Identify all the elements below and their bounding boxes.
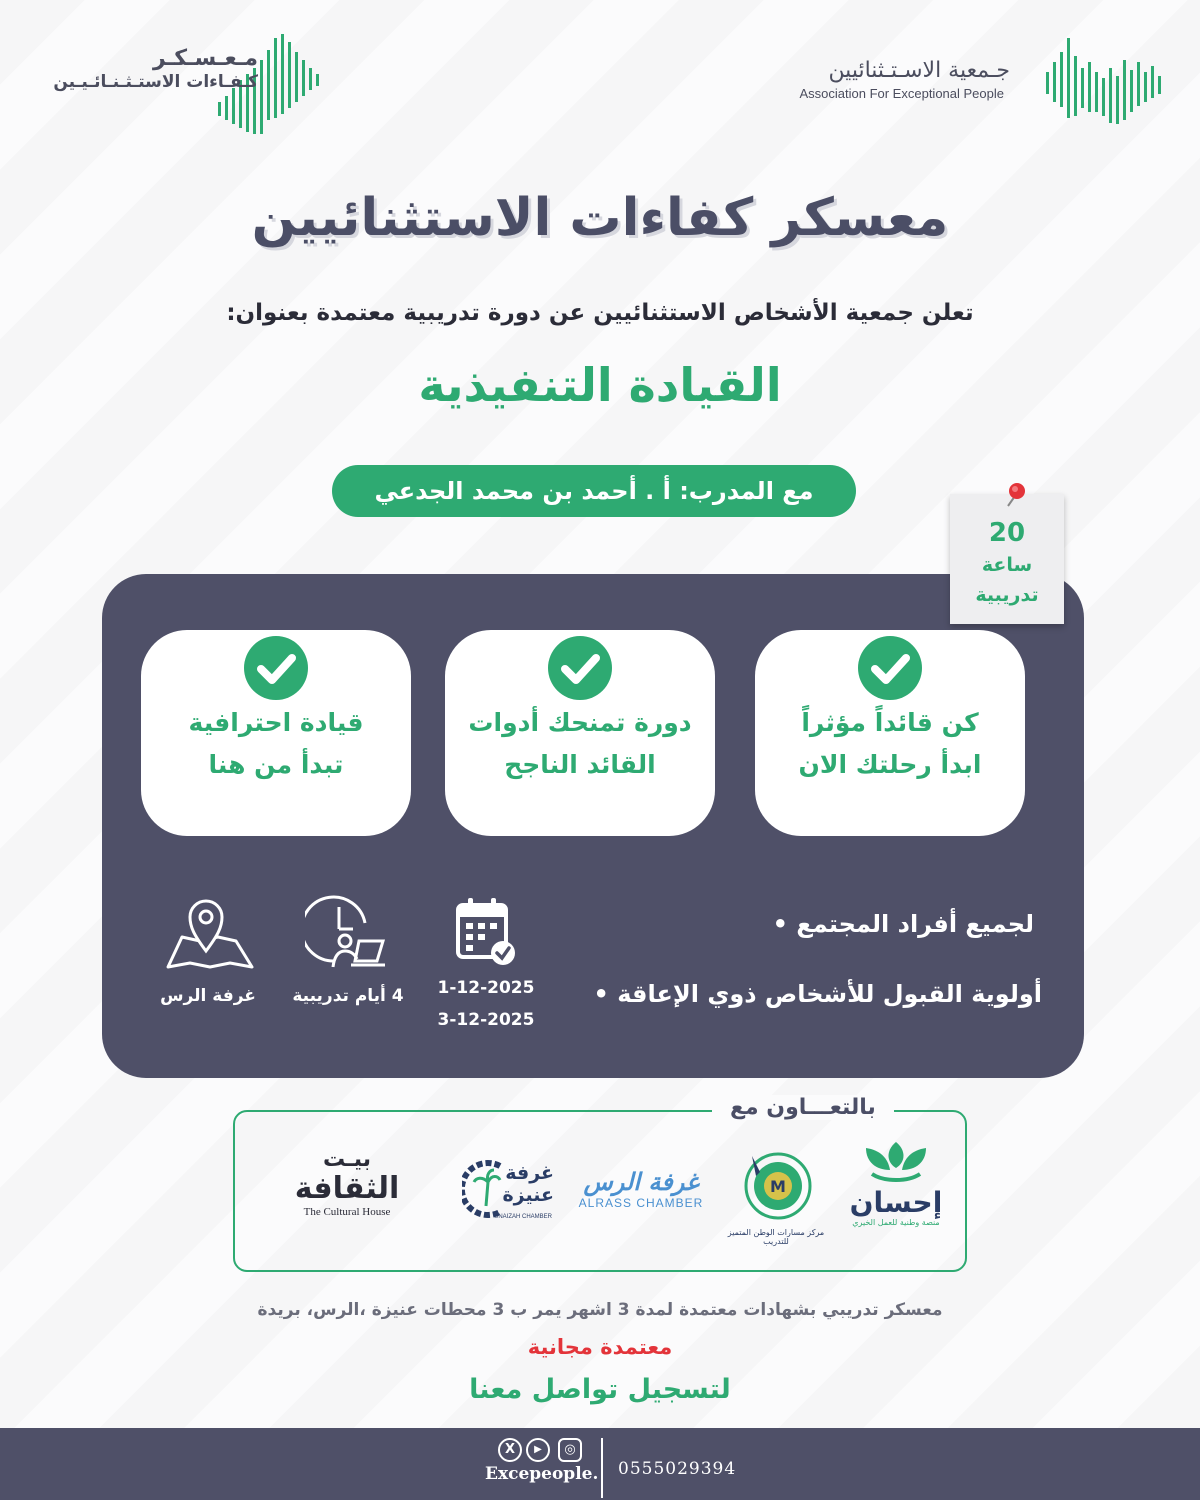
partner-watan-center bbox=[718, 1150, 834, 1246]
unaizah-name-en: UNAIZAH CHAMBER bbox=[493, 1214, 552, 1220]
free-certified-label: معتمدة مجانية bbox=[527, 1335, 673, 1359]
feature-card-3 bbox=[141, 630, 411, 836]
alrass-name-ar: غرفة الرس bbox=[583, 1168, 699, 1196]
contact-call-to-action: لتسجيل تواصل معنا bbox=[469, 1374, 731, 1405]
check-icon bbox=[244, 636, 308, 700]
clock-person-icon bbox=[305, 895, 387, 969]
social-handle[interactable]: Excepeople. bbox=[485, 1464, 599, 1484]
association-bars-icon bbox=[1044, 32, 1162, 127]
calendar-check-icon bbox=[452, 895, 520, 969]
camp-logo-line1: مـعـسـكـر bbox=[153, 46, 258, 71]
start-date: 1-12-2025 bbox=[437, 978, 535, 998]
partner-alrass-chamber bbox=[570, 1168, 712, 1210]
course-name: القيادة التنفيذية bbox=[418, 358, 782, 412]
page-title: معسكر كفاءات الاستثنائيين bbox=[251, 188, 949, 248]
card-2-line1: دورة تمنحك أدوات bbox=[468, 708, 692, 737]
card-2-line2: القائد الناجح bbox=[504, 750, 656, 779]
intro-text: تعلن جمعية الأشخاص الاستثنائيين عن دورة تدريبية معتمدة بعنوان: bbox=[226, 300, 974, 326]
watan-letter: M bbox=[770, 1177, 786, 1196]
association-logo bbox=[799, 32, 1162, 127]
duration-label: 4 أيام تدريبية bbox=[292, 986, 404, 1006]
gear-palm-icon bbox=[462, 1158, 504, 1220]
camp-logo-line2: كـفـاءات الاستـثـنـائـيـين bbox=[53, 72, 258, 92]
ehsan-name: إحسان bbox=[849, 1186, 943, 1219]
hours-number: 20 bbox=[988, 518, 1026, 548]
pushpin-icon bbox=[1000, 480, 1030, 510]
card-1-line1: كن قائداً مؤثراً bbox=[801, 708, 979, 737]
instagram-social-icon[interactable]: ◎ bbox=[558, 1438, 582, 1462]
feature-card-1 bbox=[755, 630, 1025, 836]
pen-circle-icon bbox=[736, 1150, 816, 1224]
hours-note bbox=[950, 494, 1064, 624]
phone-number[interactable]: 0555029394 bbox=[618, 1459, 737, 1479]
contact-divider bbox=[601, 1438, 603, 1498]
culture-name-line2: الثقافة bbox=[294, 1171, 400, 1206]
check-icon bbox=[548, 636, 612, 700]
location-label: غرفة الرس bbox=[160, 986, 256, 1006]
end-date: 3-12-2025 bbox=[437, 1010, 535, 1030]
x-social-icon[interactable]: X bbox=[498, 1438, 522, 1462]
trainer-badge: مع المدرب: أ . أحمد بن محمد الجدعي bbox=[332, 465, 856, 517]
camp-logo bbox=[44, 30, 344, 140]
check-icon bbox=[858, 636, 922, 700]
ehsan-subtitle: منصة وطنية للعمل الخيري bbox=[852, 1218, 940, 1227]
hours-label-1: ساعة bbox=[981, 554, 1033, 576]
bullet-text: لجميع أفراد المجتمع bbox=[796, 910, 1034, 938]
culture-name-en: The Cultural House bbox=[303, 1206, 391, 1218]
alrass-name-en: ALRASS CHAMBER bbox=[578, 1196, 704, 1210]
feature-card-2 bbox=[445, 630, 715, 836]
card-3-line1: قيادة احترافية bbox=[188, 708, 364, 737]
leaf-icon bbox=[856, 1138, 936, 1184]
card-1-line2: ابدأ رحلتك الان bbox=[798, 750, 982, 779]
unaizah-name-line1: غرفة bbox=[505, 1162, 554, 1184]
association-name-ar: جـمعية الاسـتـثنائيين bbox=[828, 58, 1010, 83]
association-name-en: Association For Exceptional People bbox=[799, 86, 1004, 101]
partner-ehsan bbox=[838, 1138, 954, 1227]
culture-name-line1: بيـت bbox=[322, 1147, 372, 1172]
bullet-text: أولوية القبول للأشخاص ذوي الإعاقة bbox=[617, 980, 1042, 1008]
contact-bar bbox=[0, 1428, 1200, 1500]
partner-unaizah-chamber bbox=[460, 1152, 556, 1228]
hours-label-2: تدريبية bbox=[975, 584, 1039, 606]
bullet-item-1: لجميع أفراد المجتمع • bbox=[772, 910, 1034, 938]
partner-cultural-house bbox=[282, 1148, 412, 1218]
camp-description: معسكر تدريبي بشهادات معتمدة لمدة 3 اشهر يمر ب 3 محطات عنيزة ،الرس، بريدة bbox=[257, 1300, 943, 1320]
watan-subtitle: مركز مسارات الوطن المتميز للتدريب bbox=[727, 1228, 825, 1246]
youtube-social-icon[interactable]: ▶ bbox=[526, 1438, 550, 1462]
bullet-item-2: أولوية القبول للأشخاص ذوي الإعاقة • bbox=[593, 980, 1042, 1008]
unaizah-name-line2: عنيزة bbox=[502, 1184, 554, 1206]
card-3-line2: تبدأ من هنا bbox=[208, 750, 344, 779]
partners-title: بالتعـــاون مع bbox=[712, 1095, 894, 1120]
map-pin-icon bbox=[160, 895, 258, 971]
